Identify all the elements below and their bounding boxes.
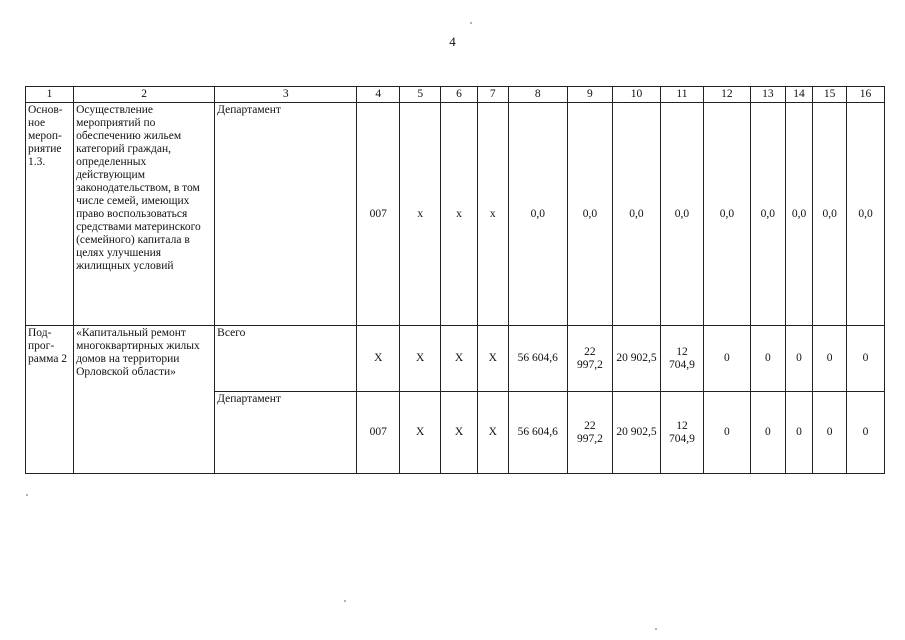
value-cell: 0,0 [847,103,885,326]
value-cell: 0,0 [703,103,750,326]
col-header: 4 [357,87,400,103]
row-title-cell: Осуществление мероприятий по обеспечению жильем категорий граждан, определенных действующим законодательством, в том числе семей, имеющих право воспользоваться средствами материнского (семейного) капитала в целях улучшения жилищных условий [74,103,215,326]
value-cell: 0 [750,392,785,474]
value-cell: 0 [750,326,785,392]
value-cell: 0,0 [660,103,703,326]
value-cell: 0,0 [813,103,847,326]
col-header: 10 [612,87,660,103]
value-cell: X [477,326,508,392]
col-header: 15 [813,87,847,103]
value-cell: 0,0 [785,103,813,326]
col-header: 12 [703,87,750,103]
col-header: 16 [847,87,885,103]
value-cell: 0 [785,392,813,474]
executor-cell: Всего [215,326,357,392]
col-header: 5 [400,87,441,103]
value-cell: 0,0 [567,103,612,326]
value-cell: 0 [847,392,885,474]
table-row [26,103,885,326]
value-cell: 0,0 [508,103,567,326]
value-cell: х [477,103,508,326]
executor-cell: Департамент [215,392,357,474]
value-cell: 007 [357,392,400,474]
value-cell: х [400,103,441,326]
budget-table [25,86,885,474]
value-cell: X [400,326,441,392]
value-cell: 22 997,2 [567,326,612,392]
value-cell: 0 [847,326,885,392]
value-cell: 0 [813,326,847,392]
value-cell: X [357,326,400,392]
row-code-cell: Под-прог-рамма 2 [26,326,74,474]
value-cell: 0 [703,326,750,392]
col-header: 11 [660,87,703,103]
col-header: 8 [508,87,567,103]
col-header: 1 [26,87,74,103]
value-cell: X [477,392,508,474]
value-cell: 56 604,6 [508,326,567,392]
value-cell: 12 704,9 [660,392,703,474]
value-cell: 0 [785,326,813,392]
value-cell: 56 604,6 [508,392,567,474]
value-cell: 22 997,2 [567,392,612,474]
header-row [26,87,885,103]
value-cell: 0 [703,392,750,474]
col-header: 13 [750,87,785,103]
col-header: 9 [567,87,612,103]
value-cell: 0,0 [750,103,785,326]
value-cell: 0 [813,392,847,474]
col-header: 2 [74,87,215,103]
value-cell: х [441,103,478,326]
page-number: 4 [449,34,456,49]
value-cell: 20 902,5 [612,326,660,392]
scan-speck [26,494,28,496]
col-header: 3 [215,87,357,103]
col-header: 6 [441,87,478,103]
value-cell: X [441,326,478,392]
value-cell: 20 902,5 [612,392,660,474]
value-cell: X [441,392,478,474]
value-cell: X [400,392,441,474]
row-code-cell: Основ-ное мероп-риятие 1.3. [26,103,74,326]
col-header: 14 [785,87,813,103]
value-cell: 0,0 [612,103,660,326]
value-cell: 007 [357,103,400,326]
scan-speck [470,22,472,24]
scan-speck [344,600,346,602]
executor-cell: Департамент [215,103,357,326]
row-title-cell: «Капитальный ремонт многоквартирных жилых домов на территории Орловской области» [74,326,215,474]
col-header: 7 [477,87,508,103]
scan-speck [655,628,657,630]
table-row [26,326,885,392]
value-cell: 12 704,9 [660,326,703,392]
